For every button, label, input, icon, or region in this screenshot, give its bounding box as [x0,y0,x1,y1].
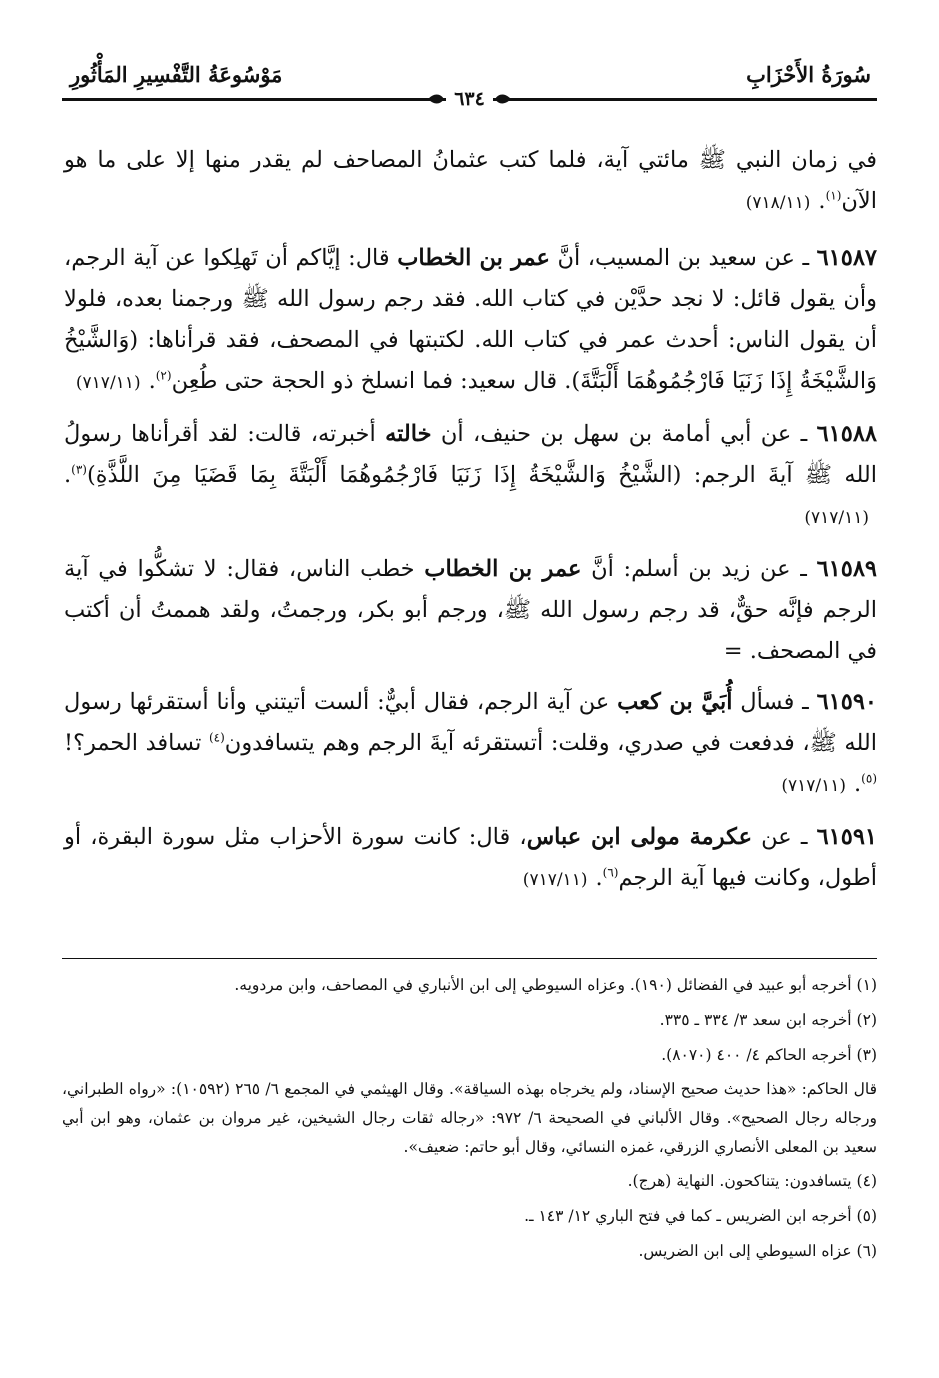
narrator-name: أُبَيَّ بن كعب [617,689,733,715]
footnote-number: (٦) [856,1242,877,1260]
hadith-paragraph [64,140,877,224]
paragraph-text: ـ عن سعيد بن المسيب، أنَّ [549,245,817,271]
book-title: مَوْسُوعَةُ التَّفْسِيرِ المَأْثُورِ [70,62,283,87]
footnote-text: عزاه السيوطي إلى ابن الضريس. [638,1242,852,1260]
footnote-text: يتسافدون: يتناكحون. النهاية (هرج). [627,1172,852,1190]
footnote [62,1236,877,1267]
footnote [62,1040,877,1071]
narration-number: ٦١٥٩٠ [816,689,877,715]
surah-title: سُورَةُ الأَحْزَابِ [746,62,871,87]
footnote-separator [62,958,877,959]
volume-page-citation: (٧١٧/١١) [804,508,869,528]
hadith-paragraph [64,682,877,807]
footnote-number: (١) [856,976,877,994]
volume-page-citation: (٧١٧/١١) [781,776,847,796]
footnote-number: (٣) [856,1046,877,1064]
footnote-text: أخرجه الحاكم ٤/ ٤٠٠ (٨٠٧٠). [661,1046,852,1064]
narrator-name: خالته [385,421,432,447]
narration-number: ٦١٥٨٩ [816,556,878,582]
footnote-marker: (٤) [208,730,225,745]
volume-page-citation: (٧١٧/١١) [75,373,141,393]
footnote-text: قال الحاكم: «هذا حديث صحيح الإسناد، ولم يخرجاه بهذه السياقة». وقال الهيثمي في المجمع ٦/ ٢٦٥ (١٠٥٩٢): «رواه الطبراني، ورجاله رجال الصحيح». وقال الألباني في الصحيحة ٦/ ٩٧٢: «رجاله ثقات رجال الشيخين، غير مروان بن عثمان، وهو ابن أبي سعيد بن المعلى الأنصاري الزرقي، غمزه النسائي، وقال أبو حاتم: ضعيف». [62,1080,877,1156]
footnote [62,1005,877,1036]
left-ornament-icon [376,92,446,106]
hadith-paragraph [64,549,877,672]
footnote [62,1201,877,1232]
paragraph-text: ـ عن زيد بن أسلم: أنَّ [581,556,817,582]
sentence-end: . [854,771,862,797]
footnote-number: (٥) [856,1207,877,1225]
volume-page-citation: (٧١٧/١١) [522,870,588,890]
footnote [62,1166,877,1197]
footnote-number: (٤) [856,1172,877,1190]
footnote-marker: (١) [825,188,842,203]
paragraph-text: تسافد الحمر؟! [64,730,209,756]
footnote [62,1075,877,1162]
page-number: ٦٣٤ [446,88,493,110]
hadith-paragraph [64,817,877,901]
paragraph-text: في زمان النبي ﷺ مائتي آية، فلما كتب عثمانُ المصاحف لم يقدر منها إلا على ما هو الآن [64,147,877,214]
paragraph-text: قال: إيَّاكم أن تَهلِكوا عن آية الرجم، وأن يقول قائل: لا نجد حدَّيْن في كتاب الله. فقد رجم رسول الله ﷺ ورجمنا بعده، فلولا أن يقول الناس: أحدث عمر في كتاب الله. لكتبتها في المصحف، فقد قرأناها: (وَالشَّيْخُ وَالشَّيْخَةُ إِذَا زَنَيَا فَارْجُمُوهُمَا أَلْبَتَّةَ). قال سعيد: فما انسلخ ذو الحجة حتى طُعِن [64,245,877,394]
volume-page-citation: (٧١٨/١١) [745,193,811,213]
paragraph-text: ـ عن [752,824,817,850]
footnote-text: أخرجه ابن الضريس ـ كما في فتح الباري ١٢/ ١٤٣ ـ. [524,1207,852,1225]
right-ornament-icon [493,92,563,106]
narration-number: ٦١٥٨٨ [816,421,877,447]
footnote [62,970,877,1001]
sentence-end: . [595,865,603,891]
narrator-name: عمر بن الخطاب [397,245,550,271]
paragraph-text: أخبرته، قالت: لقد أقرأناها رسولُ الله ﷺ آيةَ الرجم: (الشَّيْخُ وَالشَّيْخَةُ إِذَا زَنَيَا فَارْجُمُوهُمَا أَلْبَتَّةَ بِمَا قَضَيَا مِنَ اللَّذَّةِ) [64,421,877,488]
paragraph-text: خطب الناس، فقال: لا تشكُّوا في آية الرجم فإنَّه حقٌّ، قد رجم رسول الله ﷺ، ورجم أبو بكر، ورجمتُ، ولقد هممتُ أن أكتب في المصحف. = [64,556,877,664]
paragraph-text: ـ فسأل [732,689,817,715]
narration-number: ٦١٥٨٧ [816,245,877,271]
hadith-paragraph [64,238,877,404]
narrator-name: عمر بن الخطاب [424,556,582,582]
running-header [62,48,877,110]
sentence-end: . [64,462,72,488]
narration-number: ٦١٥٩١ [816,824,878,850]
footnotes [62,970,877,1271]
narrator-name: عكرمة مولى ابن عباس [526,824,752,850]
footnote-marker: (٢) [155,368,172,383]
footnote-marker: (٥) [861,771,877,786]
sentence-end: . [818,188,826,214]
footnote-marker: (٣) [71,462,87,477]
paragraph-text: ، قال: كانت سورة الأحزاب مثل سورة البقرة، أو أطول، وكانت فيها آية الرجم [64,824,877,891]
page-number-box [62,84,877,114]
footnote-text: أخرجه أبو عبيد في الفضائل (١٩٠). وعزاه السيوطي إلى ابن الأنباري في المصاحف، وابن مردويه. [234,976,852,994]
main-text [64,140,877,911]
footnote-text: أخرجه ابن سعد ٣/ ٣٣٤ ـ ٣٣٥. [659,1011,852,1029]
paragraph-text: ـ عن أبي أمامة بن سهل بن حنيف، أن [431,421,817,447]
sentence-end: . [148,368,156,394]
paragraph-text: عن آية الرجم، فقال أبيٌّ: ألست أتيتني وأنا أستقرئها رسول الله ﷺ، فدفعت في صدري، وقلت: أتستقرئه آيةَ الرجم وهم يتسافدون [64,689,877,756]
footnote-marker: (٦) [602,865,619,880]
hadith-paragraph [64,414,877,539]
footnote-number: (٢) [856,1011,877,1029]
